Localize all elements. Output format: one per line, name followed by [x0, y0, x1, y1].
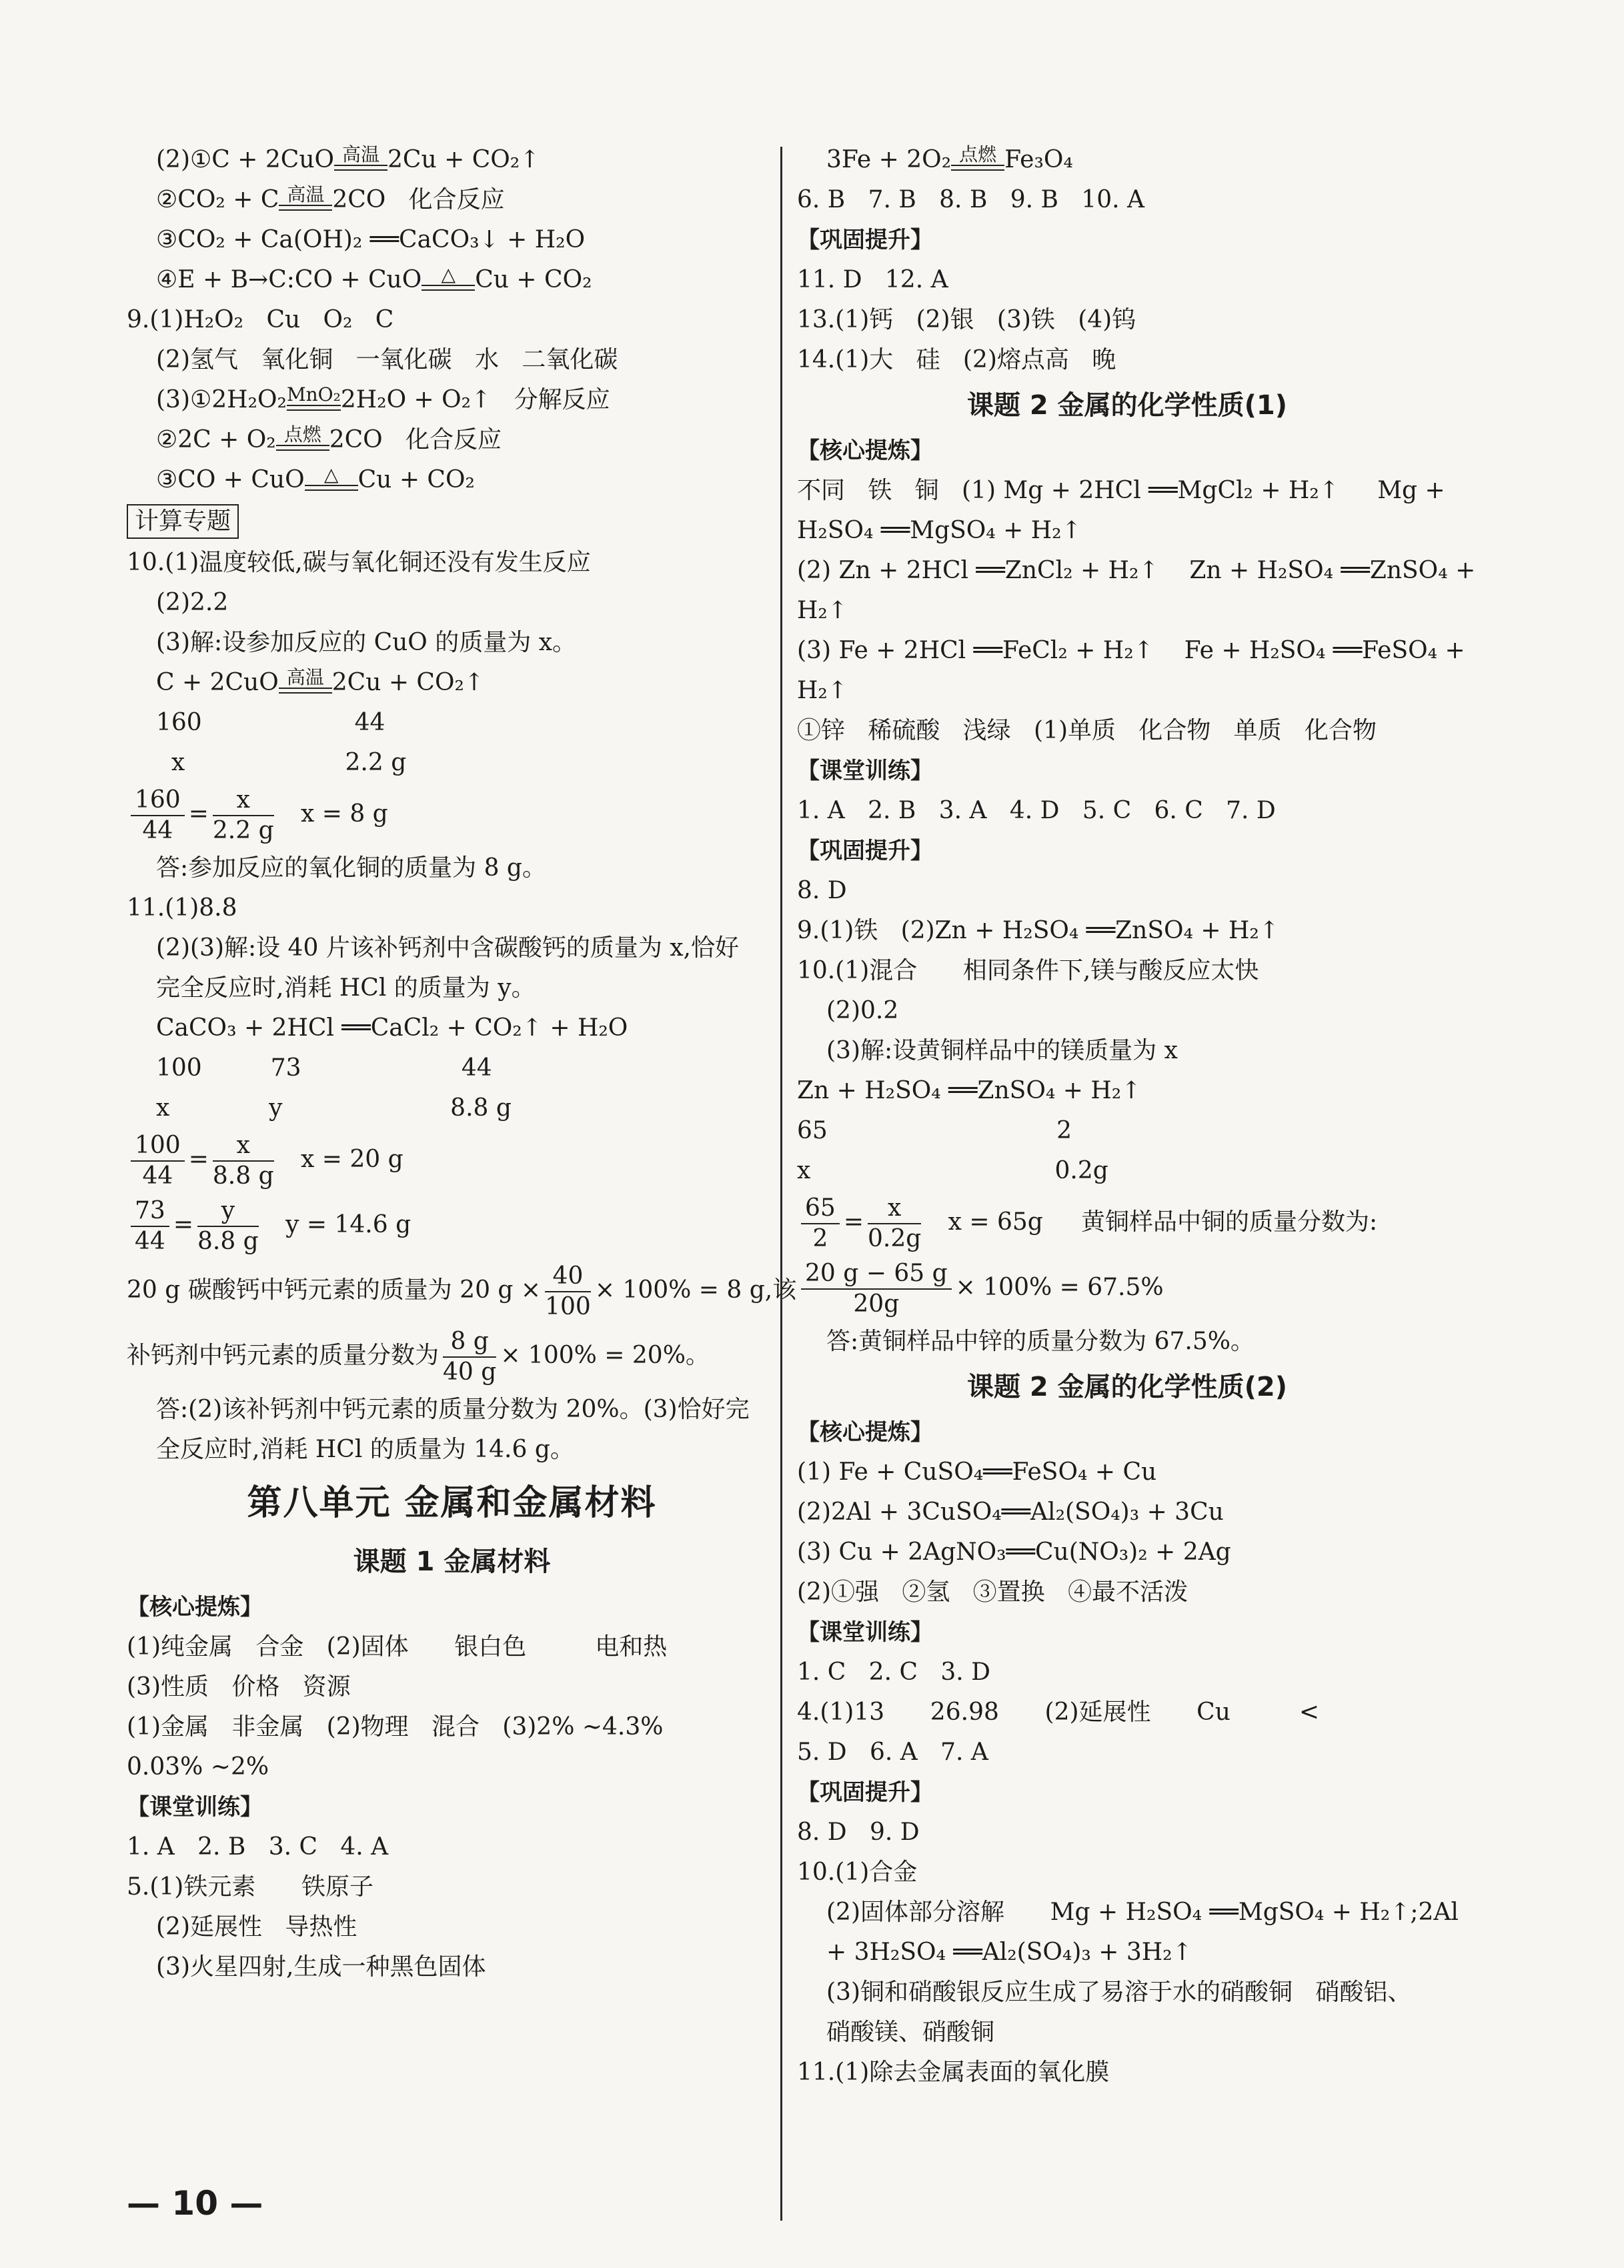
fraction-line: $\frac{73}{44}$ = $\frac{y}{8.8 g}$ y = 14.6 g — [127, 1194, 777, 1259]
fraction-line: 补钙剂中钙元素的质量分数为 $\frac{8 g}{40 g}$ × 100% = 20%。 — [127, 1328, 710, 1386]
ratio-line: x y 8.8 g — [156, 1094, 512, 1122]
ratio-line: 65 2 — [797, 1117, 1072, 1144]
fraction-line: 20 g 碳酸钙中钙元素的质量为 20 g × $\frac{40}{100}$ × 100% = 8 g,该 — [127, 1262, 797, 1320]
answer-line: (3)①2H₂O₂ MnO₂ 2H₂O + O₂↑ 分解反应 — [156, 383, 610, 413]
answer-line: (2)2.2 — [156, 589, 229, 616]
section-heading: 【巩固提升】 — [797, 838, 933, 864]
answer-line: (2)氢气 氧化铜 一氧化碳 水 二氧化碳 — [156, 346, 618, 373]
answer-line: (2)①C + 2CuO 高温 2Cu + CO₂↑ — [156, 143, 540, 173]
answer-line: 10.(1)混合 相同条件下,镁与酸反应太快 — [797, 957, 1259, 984]
column-divider — [780, 147, 782, 2221]
answer-line: ③CO₂ + Ca(OH)₂ ══CaCO₃↓ + H₂O — [156, 226, 586, 253]
answer-line: (1)纯金属 合金 (2)固体 银白色 电和热 — [127, 1633, 668, 1660]
answer-line: 完全反应时,消耗 HCl 的质量为 y。 — [156, 974, 536, 1002]
answer-line: 不同 铁 铜 (1) Mg + 2HCl ══MgCl₂ + H₂↑ Mg + — [797, 477, 1445, 504]
answer-line: 8. D 9. D — [797, 1819, 920, 1846]
answer-line: 答:(2)该补钙剂中钙元素的质量分数为 20%。(3)恰好完 — [156, 1396, 750, 1423]
equation-line: C + 2CuO 高温 2Cu + CO₂↑ — [156, 666, 485, 696]
fraction-line: $\frac{100}{44}$ = $\frac{x}{8.8 g}$ x = 20 g — [127, 1128, 777, 1194]
answer-line: (1)金属 非金属 (2)物理 混合 (3)2% ~4.3% — [127, 1713, 664, 1741]
answer-line: H₂↑ — [797, 677, 848, 704]
answer-line: 10.(1)合金 — [797, 1859, 918, 1886]
answer-line: 11. D 12. A — [797, 266, 948, 293]
answer-line: 8. D — [797, 877, 847, 904]
equation-line: CaCO₃ + 2HCl ══CaCl₂ + CO₂↑ + H₂O — [156, 1014, 628, 1042]
unit-title: 第八单元 金属和金属材料 — [247, 1483, 657, 1523]
answer-line: 13.(1)钙 (2)银 (3)铁 (4)钨 — [797, 306, 1136, 333]
answer-line: 14.(1)大 硅 (2)熔点高 晚 — [797, 346, 1116, 373]
answer-line: 4.(1)13 26.98 (2)延展性 Cu < — [797, 1698, 1320, 1726]
page-number: — 10 — — [127, 2184, 263, 2223]
answer-line: (3) Fe + 2HCl ══FeCl₂ + H₂↑ Fe + H₂SO₄ ══FeSO₄ + — [797, 637, 1465, 664]
section-heading: 【课堂训练】 — [797, 1619, 933, 1646]
answer-line: + 3H₂SO₄ ══Al₂(SO₄)₃ + 3H₂↑ — [826, 1939, 1192, 1966]
calc-section-label: 计算专题 — [127, 500, 777, 543]
section-heading: 【巩固提升】 — [797, 1779, 933, 1806]
answer-line: H₂SO₄ ══MgSO₄ + H₂↑ — [797, 517, 1082, 544]
answer-line: 9.(1)铁 (2)Zn + H₂SO₄ ══ZnSO₄ + H₂↑ — [797, 917, 1279, 944]
ratio-line: 160 44 — [156, 709, 385, 736]
answer-line: 答:参加反应的氧化铜的质量为 8 g。 — [156, 854, 546, 882]
section-heading: 【巩固提升】 — [797, 227, 933, 253]
answer-line: 9.(1)H₂O₂ Cu O₂ C — [127, 306, 394, 333]
answer-line: (3)火星四射,生成一种黑色固体 — [156, 1953, 486, 1981]
answer-line: (3)解:设参加反应的 CuO 的质量为 x。 — [156, 629, 577, 656]
fraction-line: $\frac{65}{2}$ = $\frac{x}{0.2g}$ x = 65g 黄铜样品中铜的质量分数为: — [797, 1191, 1457, 1256]
answer-line: 1. A 2. B 3. C 4. A — [127, 1833, 389, 1861]
answer-line: ③CO + CuO △ Cu + CO₂ — [156, 463, 475, 493]
ratio-line: 100 73 44 — [156, 1054, 492, 1082]
answer-line: 硝酸镁、硝酸铜 — [826, 2019, 995, 2046]
answer-line: (1) Fe + CuSO₄══FeSO₄ + Cu — [797, 1458, 1157, 1486]
ratio-line: x 2.2 g — [156, 749, 407, 776]
topic-title: 课题 2 金属的化学性质(2) — [966, 1372, 1288, 1402]
answer-line: 5. D 6. A 7. A — [797, 1739, 988, 1766]
answer-line: 全反应时,消耗 HCl 的质量为 14.6 g。 — [156, 1436, 574, 1463]
answer-line: 1. A 2. B 3. A 4. D 5. C 6. C 7. D — [797, 797, 1276, 824]
section-heading: 【核心提炼】 — [797, 1419, 933, 1446]
answer-line: ②CO₂ + C 高温 2CO 化合反应 — [156, 183, 505, 213]
answer-line: 0.03% ~2% — [127, 1753, 269, 1781]
fraction-line: $\frac{160}{44}$ = $\frac{x}{2.2 g}$ x = 8 g — [127, 783, 777, 848]
topic-title: 课题 2 金属的化学性质(1) — [966, 390, 1288, 421]
answer-line: (3)解:设黄铜样品中的镁质量为 x — [826, 1037, 1178, 1064]
answer-line: 答:黄铜样品中锌的质量分数为 67.5%。 — [826, 1328, 1255, 1355]
answer-line: 11.(1)8.8 — [127, 894, 237, 922]
answer-line: 1. C 2. C 3. D — [797, 1658, 990, 1686]
answer-line: (3)铜和硝酸银反应生成了易溶于水的硝酸铜 硝酸铝、 — [826, 1979, 1412, 2006]
answer-line: H₂↑ — [797, 597, 848, 624]
answer-line: 11.(1)除去金属表面的氧化膜 — [797, 2059, 1110, 2086]
answer-line: (2)延展性 导热性 — [156, 1913, 357, 1941]
equation-line: Zn + H₂SO₄ ══ZnSO₄ + H₂↑ — [797, 1077, 1142, 1104]
answer-line: (2)0.2 — [826, 997, 899, 1024]
section-heading: 【核心提炼】 — [797, 437, 933, 464]
left-column — [127, 140, 797, 1987]
answer-line: (2) Zn + 2HCl ══ZnCl₂ + H₂↑ Zn + H₂SO₄ ══ZnSO₄ + — [797, 557, 1476, 584]
answer-line: 5.(1)铁元素 铁原子 — [127, 1873, 374, 1901]
answer-line: ①锌 稀硫酸 浅绿 (1)单质 化合物 单质 化合物 — [797, 717, 1377, 744]
answer-line: (3)性质 价格 资源 — [127, 1673, 351, 1700]
answer-line: (3) Cu + 2AgNO₃══Cu(NO₃)₂ + 2Ag — [797, 1538, 1231, 1566]
right-column — [797, 140, 1476, 2093]
answer-line: ②2C + O₂ 点燃 2CO 化合反应 — [156, 423, 502, 453]
section-heading: 【核心提炼】 — [127, 1594, 263, 1620]
answer-line: ④E + B→C:CO + CuO △ Cu + CO₂ — [156, 263, 592, 293]
topic-title: 课题 1 金属材料 — [353, 1546, 551, 1577]
answer-line: (2)2Al + 3CuSO₄══Al₂(SO₄)₃ + 3Cu — [797, 1498, 1224, 1526]
answer-line: 10.(1)温度较低,碳与氧化铜还没有发生反应 — [127, 549, 591, 576]
answer-line: 6. B 7. B 8. B 9. B 10. A — [797, 186, 1144, 213]
answer-line: (2)①强 ②氢 ③置换 ④最不活泼 — [797, 1578, 1188, 1606]
fraction-line: $\frac{20 g - 65 g}{20g}$ × 100% = 67.5% — [797, 1256, 1457, 1322]
section-heading: 【课堂训练】 — [127, 1794, 263, 1821]
answer-line: (2)固体部分溶解 Mg + H₂SO₄ ══MgSO₄ + H₂↑;2Al — [826, 1899, 1459, 1926]
answer-line: (2)(3)解:设 40 片该补钙剂中含碳酸钙的质量为 x,恰好 — [156, 934, 740, 962]
ratio-line: x 0.2g — [797, 1157, 1108, 1184]
equation-line: 3Fe + 2O₂ 点燃 Fe₃O₄ — [826, 143, 1073, 173]
section-heading: 【课堂训练】 — [797, 758, 933, 784]
